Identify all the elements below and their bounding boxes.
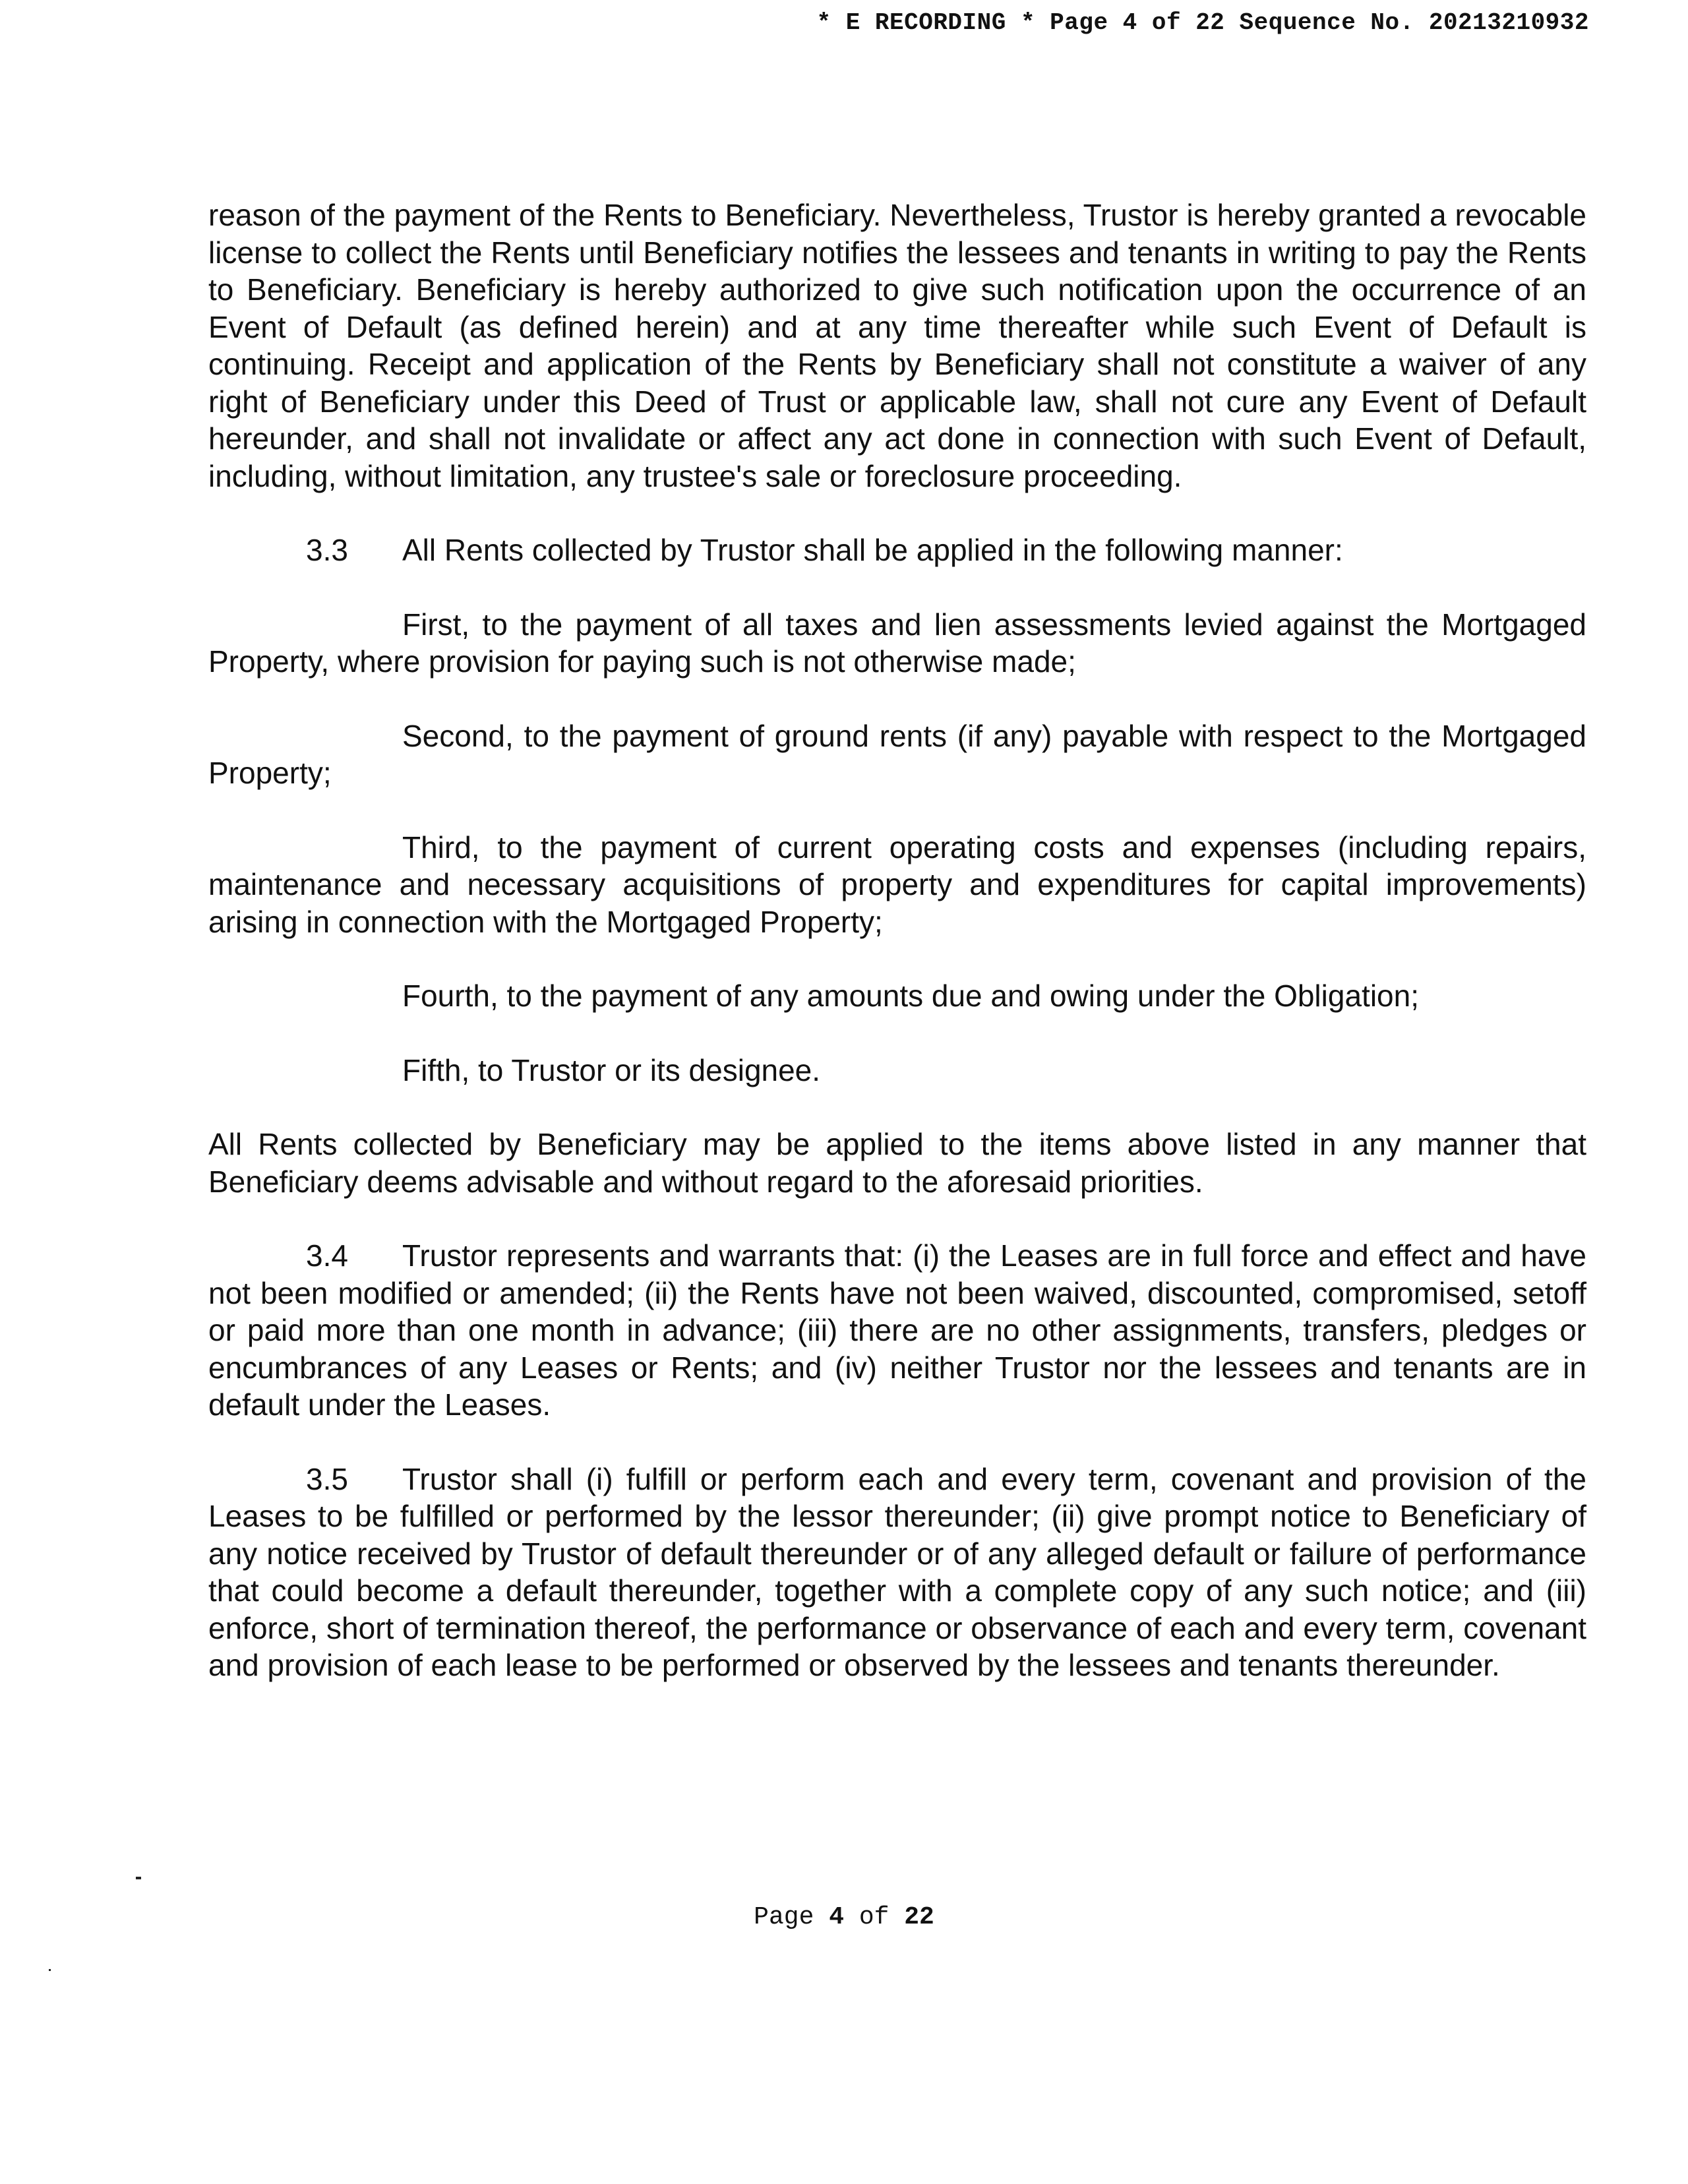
of-label: of <box>859 1903 889 1931</box>
priority-second-text: Second, to the payment of ground rents (if any) payable with respect to the Mortgaged Property; <box>208 718 1586 790</box>
priority-first <box>208 606 1586 681</box>
page-label: Page <box>754 1903 814 1931</box>
priority-fourth: Fourth, to the payment of any amounts due and owing under the Obligation; <box>402 979 1419 1013</box>
document-body <box>208 197 1586 1721</box>
paragraph-beneficiary-rents: All Rents collected by Beneficiary may be applied to the items above listed in any manner that Beneficiary deems advisable and without regard to the aforesaid priorities. <box>208 1127 1586 1199</box>
page-footer <box>0 1903 1688 1931</box>
section-text: Trustor represents and warrants that: (i) the Leases are in full force and effect and have not been modified or amended; (ii) the Rents have not been waived, discounted, compromised, setoff or paid more than one month in advance; (iii) there are no other assignments, transfers, pledges or encumbrances of any Leases or Rents; and (iv) neither Trustor nor the lessees and tenants are in default under the Leases. <box>208 1238 1586 1422</box>
scan-speck <box>136 1877 141 1879</box>
priority-third-text: Third, to the payment of current operating costs and expenses (including repairs, maintenance and necessary acquisitions of property and expenditures for capital improvements) arising in connection with the Mortgaged Property; <box>208 830 1586 939</box>
section-3-4 <box>208 1237 1586 1424</box>
section-number: 3.5 <box>306 1461 348 1496</box>
section-3-3 <box>208 531 1586 569</box>
priority-first-text: First, to the payment of all taxes and lien assessments levied against the Mortgaged Property, where provision for paying such is not otherwise made; <box>208 607 1586 679</box>
priority-third <box>208 829 1586 941</box>
recording-stamp: * E RECORDING * Page 4 of 22 Sequence No. 20213210932 <box>816 9 1589 36</box>
scan-speck <box>49 1969 51 1971</box>
section-text: All Rents collected by Trustor shall be applied in the following manner: <box>402 533 1343 567</box>
section-3-5 <box>208 1461 1586 1684</box>
priority-fifth: Fifth, to Trustor or its designee. <box>402 1052 821 1087</box>
page-total: 22 <box>904 1903 934 1931</box>
section-text: Trustor shall (i) fulfill or perform each and every term, covenant and provision of the Leases to be fulfilled or performed by the lessor thereunder; (ii) give prompt notice to Beneficiary of any notice received by Trustor of default thereunder or of any alleged default or failure of performance that could become a default thereunder, together with a complete copy of any such notice; and (iii) enforce, short of termination thereof, the performance or observance of each and every term, covenant and provision of each lease to be performed or observed by the lessees and tenants thereunder. <box>208 1461 1586 1682</box>
priority-second <box>208 717 1586 792</box>
section-number: 3.3 <box>306 533 348 567</box>
page-current: 4 <box>829 1903 844 1931</box>
paragraph-rents-license: reason of the payment of the Rents to Beneficiary. Nevertheless, Trustor is hereby granted a revocable license to collect the Rents until Beneficiary notifies the lessees and tenants in writing to pay the Rents to Beneficiary. Beneficiary is hereby authorized to give such notification upon the occurrence of an Event of Default (as defined herein) and at any time thereafter while such Event of Default is continuing. Receipt and application of the Rents by Beneficiary shall not constitute a waiver of any right of Beneficiary under this Deed of Trust or applicable law, shall not cure any Event of Default hereunder, and shall not invalidate or affect any act done in connection with such Event of Default, including, without limitation, any trustee's sale or foreclosure proceeding. <box>208 198 1586 493</box>
section-number: 3.4 <box>306 1238 348 1273</box>
